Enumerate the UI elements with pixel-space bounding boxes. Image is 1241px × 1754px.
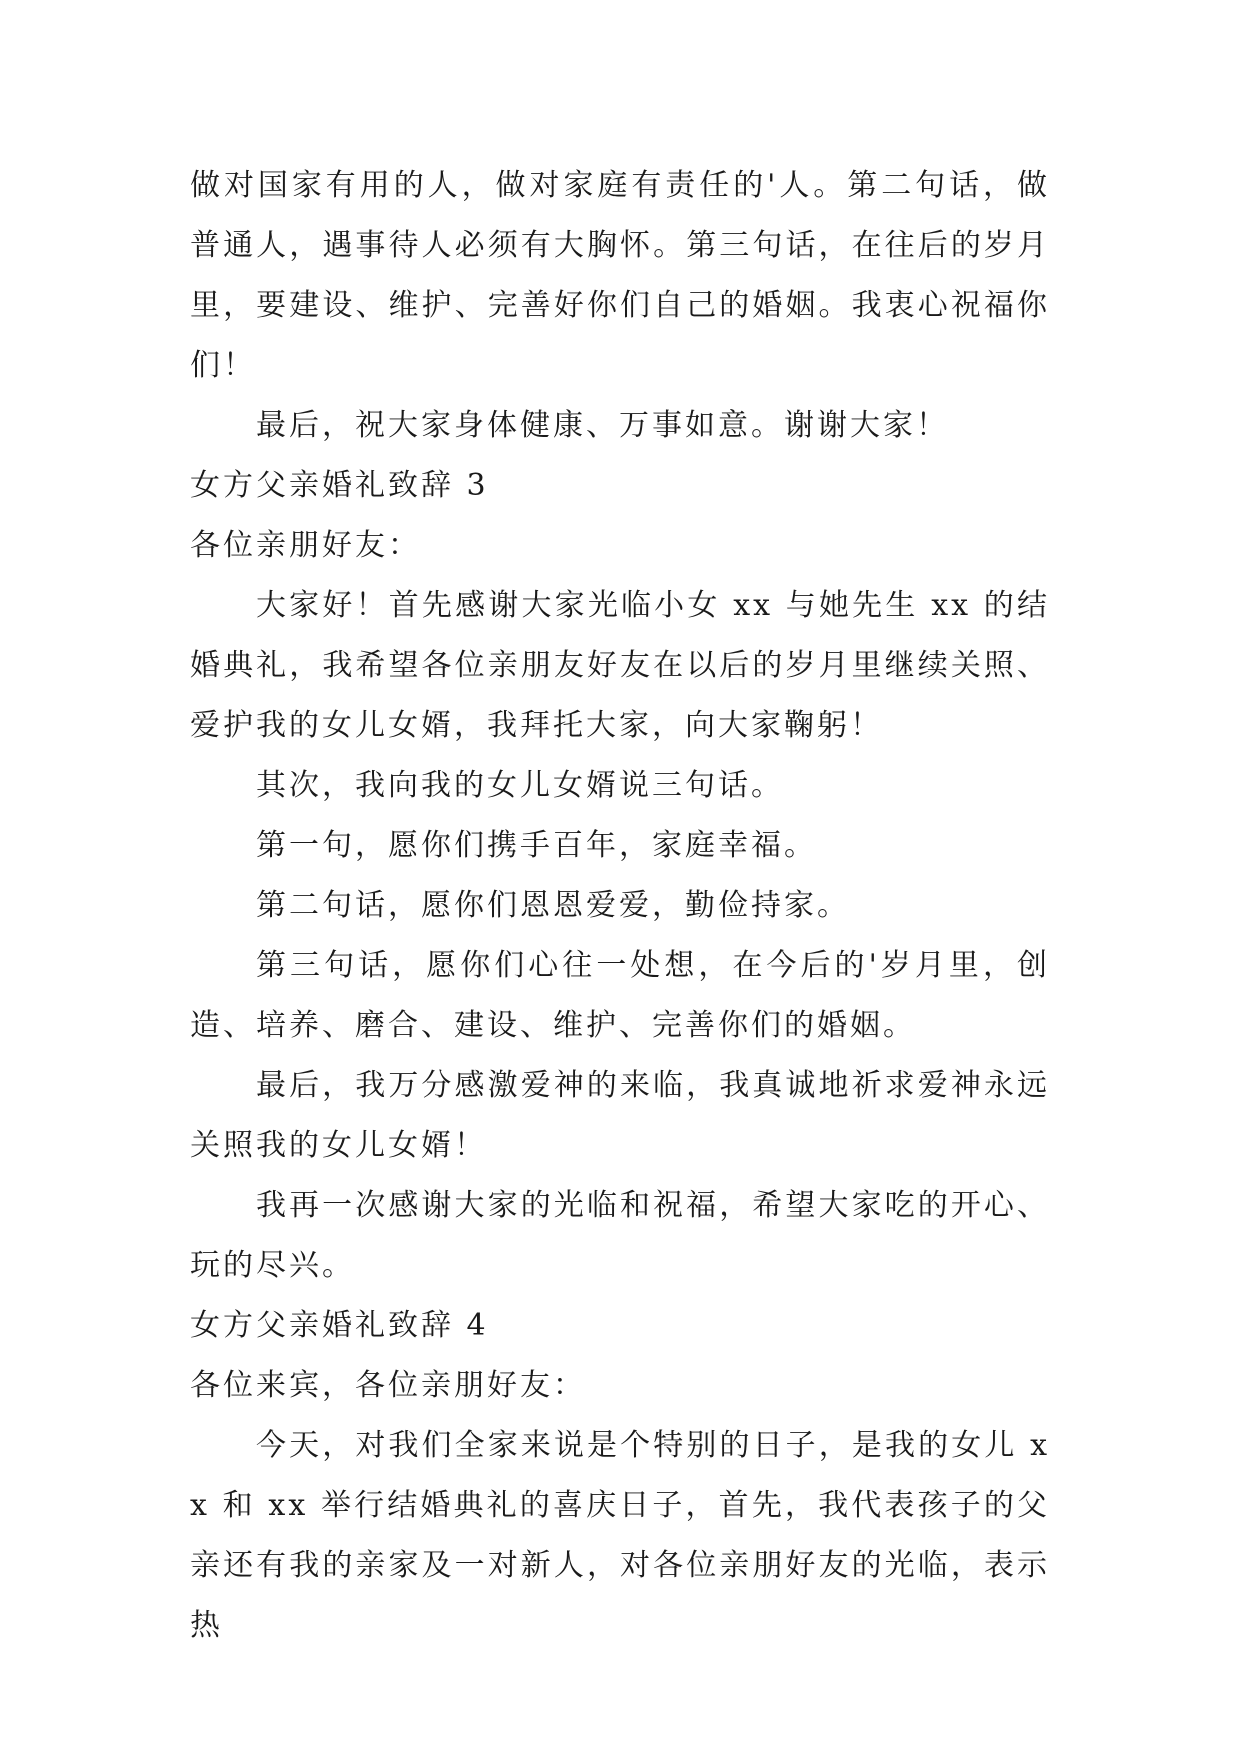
paragraph: 最后，我万分感激爱神的来临，我真诚地祈求爱神永远关照我的女儿女婿！: [190, 1068, 1050, 1163]
paragraph: 其次，我向我的女儿女婿说三句话。: [256, 768, 784, 803]
paragraph: 第三句话，愿你们心往一处想，在今后的'岁月里，创造、培养、磨合、建设、维护、完善你们的婚姻。: [190, 948, 1050, 1043]
section-heading: 女方父亲婚礼致辞 3: [190, 468, 489, 503]
paragraph: 第一句，愿你们携手百年，家庭幸福。: [256, 828, 817, 863]
paragraph: 大家好！首先感谢大家光临小女 xx 与她先生 xx 的结婚典礼，我希望各位亲朋友好友在以后的岁月里继续关照、爱护我的女儿女婿，我拜托大家，向大家鞠躬！: [190, 588, 1050, 743]
paragraph: 今天，对我们全家来说是个特别的日子，是我的女儿 xx 和 xx 举行结婚典礼的喜庆日子，首先，我代表孩子的父亲还有我的亲家及一对新人，对各位亲朋好友的光临，表示热: [190, 1428, 1050, 1643]
paragraph: 我再一次感谢大家的光临和祝福，希望大家吃的开心、玩的尽兴。: [190, 1188, 1050, 1283]
paragraph: 最后，祝大家身体健康、万事如意。谢谢大家！: [256, 408, 949, 443]
salutation: 各位亲朋好友：: [190, 528, 421, 563]
paragraph: 第二句话，愿你们恩恩爱爱，勤俭持家。: [256, 888, 850, 923]
document-body: [190, 156, 1050, 1656]
section-heading: 女方父亲婚礼致辞 4: [190, 1308, 489, 1343]
paragraph: 做对国家有用的人，做对家庭有责任的'人。第二句话，做普通人，遇事待人必须有大胸怀。第三句话，在往后的岁月里，要建设、维护、完善好你们自己的婚姻。我衷心祝福你们！: [190, 168, 1050, 383]
salutation: 各位来宾，各位亲朋好友：: [190, 1368, 586, 1403]
